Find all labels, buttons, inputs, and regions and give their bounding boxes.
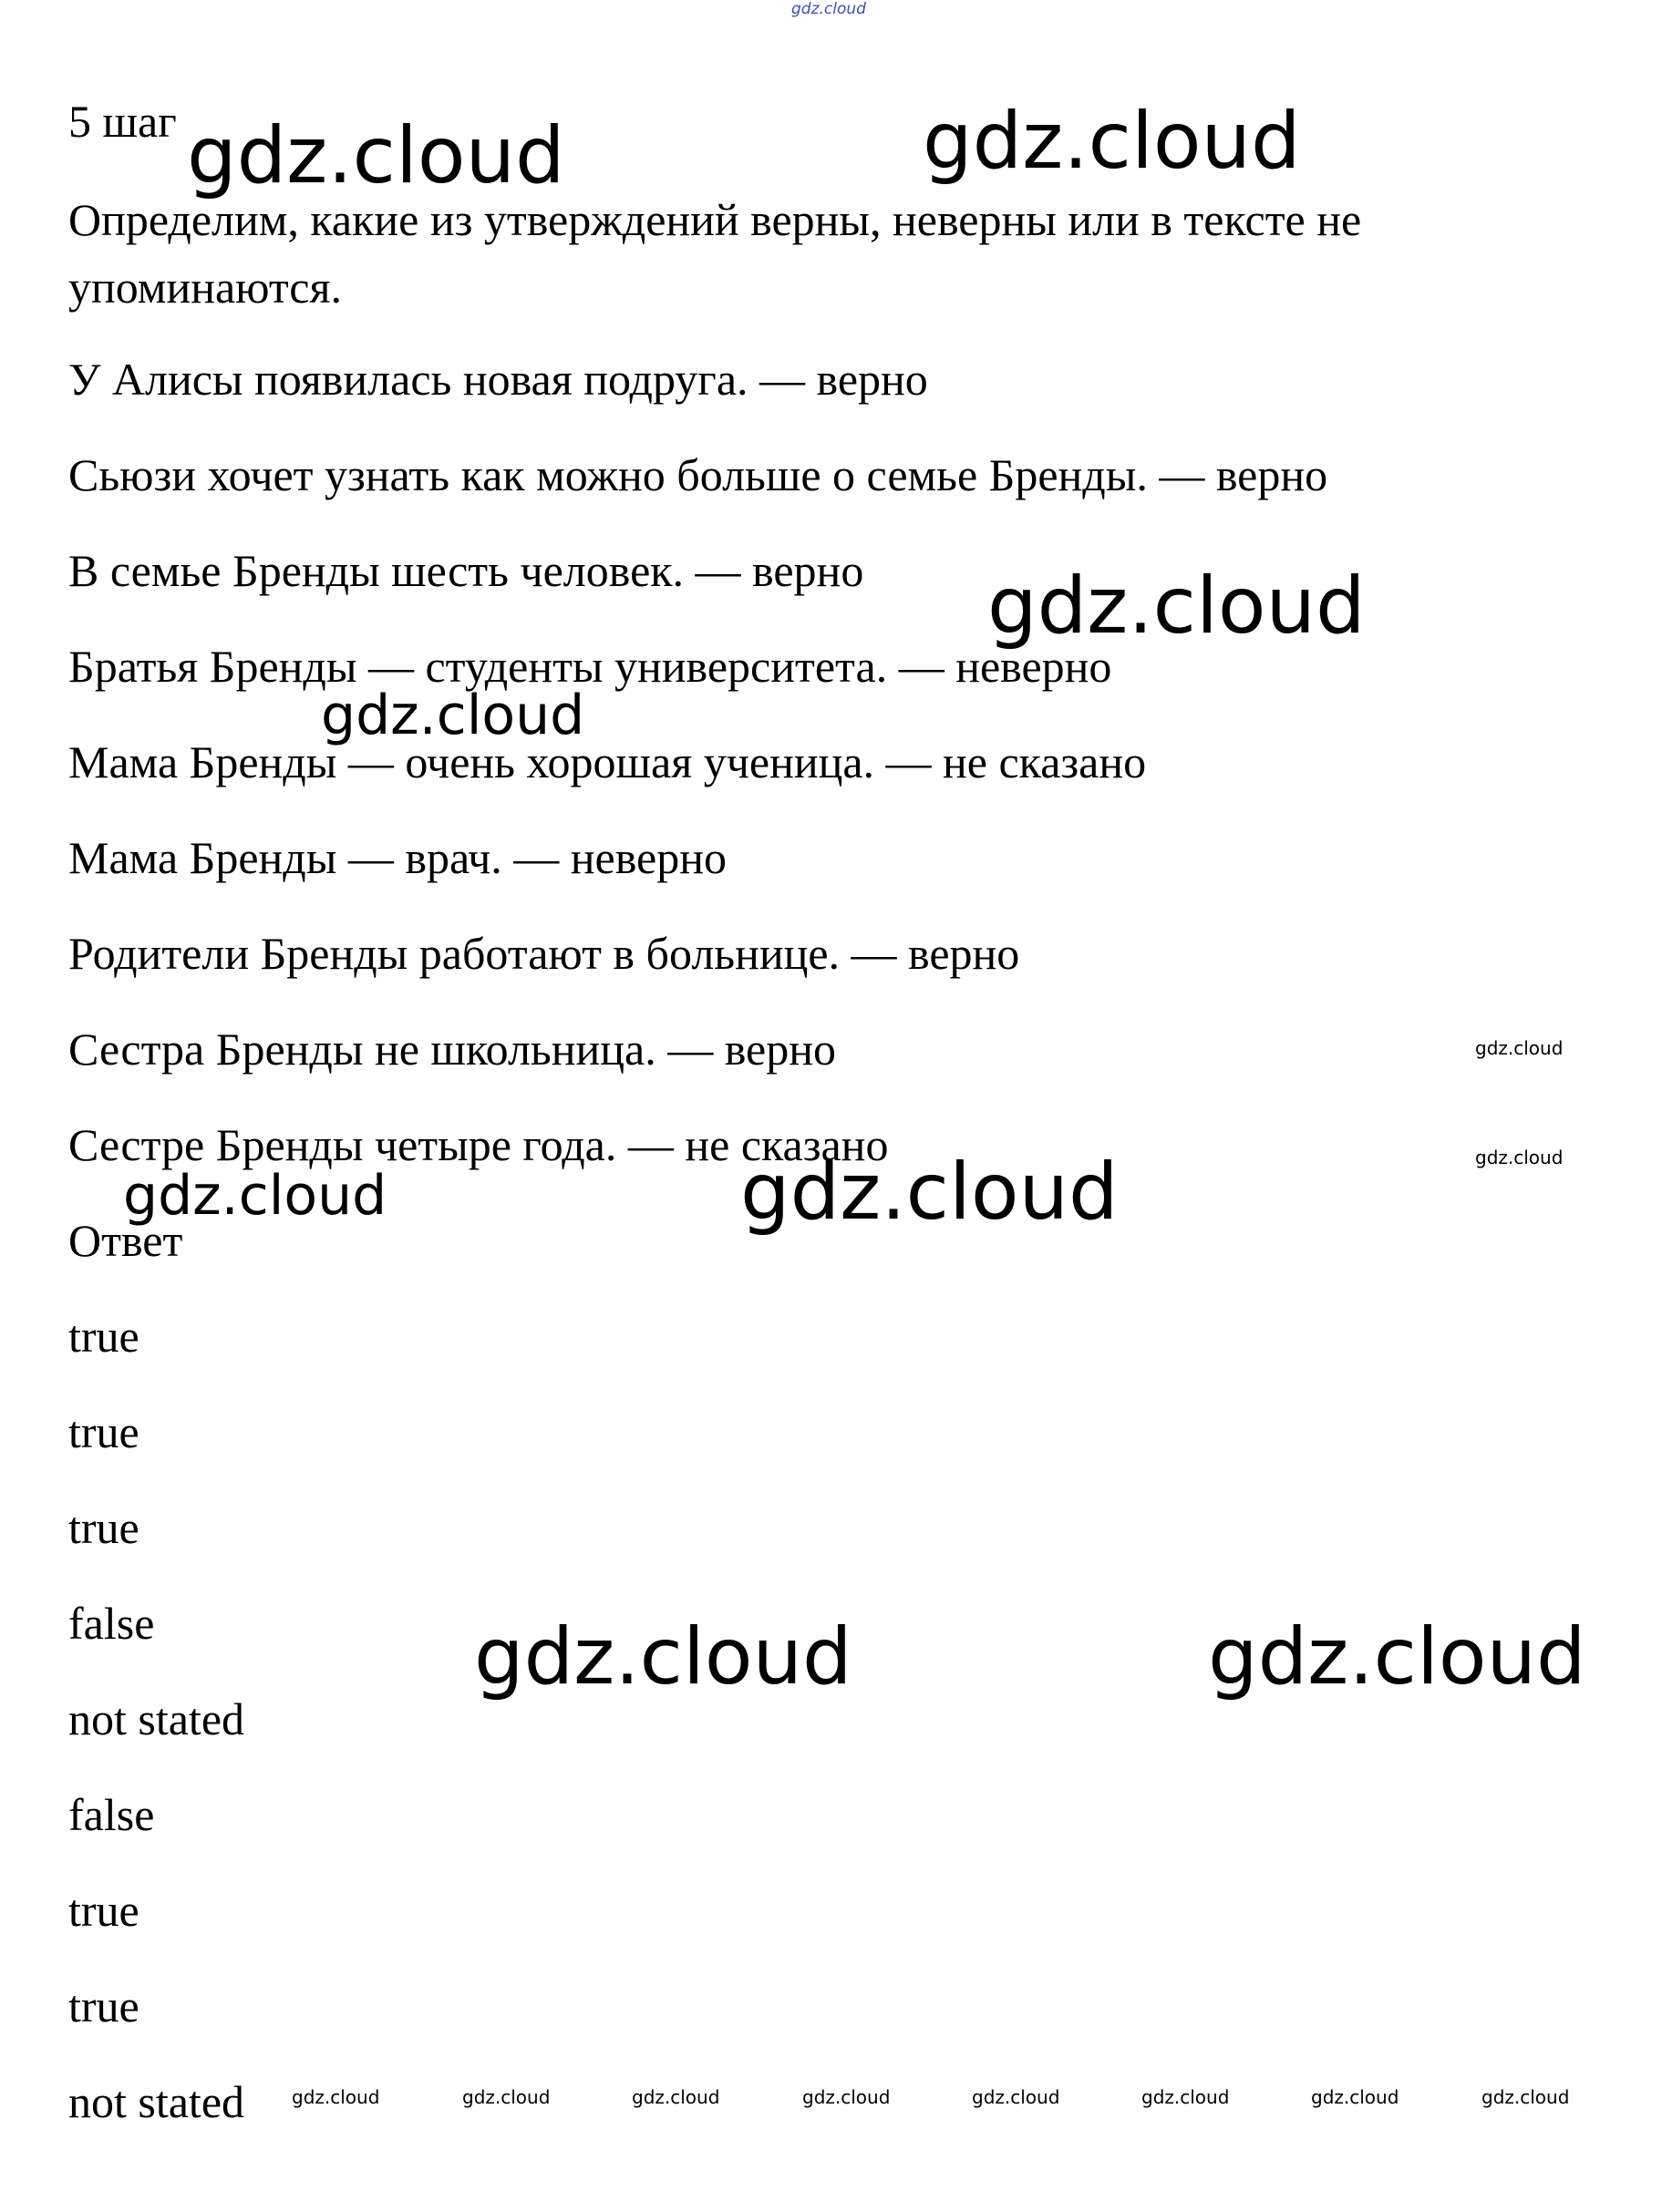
watermark: gdz.cloud <box>1311 2086 1399 2108</box>
statement-item: Сестра Бренды не школьница. — верно <box>68 1024 836 1075</box>
watermark: gdz.cloud <box>462 2086 551 2108</box>
statement-item: В семье Бренды шесть человек. — верно <box>68 545 864 596</box>
intro-paragraph: Определим, какие из утверждений верны, неверны или в тексте не упоминаются. <box>68 194 1362 313</box>
statement-item: У Алисы появилась новая подруга. — верно <box>68 354 928 405</box>
statement-item: Сьюзи хочет узнать как можно больше о семье Бренды. — верно <box>68 449 1328 500</box>
watermark: gdz.cloud <box>802 2086 891 2108</box>
watermark: gdz.cloud <box>1208 1611 1586 1703</box>
answer-item: true <box>68 1311 139 1362</box>
answer-item: false <box>68 1598 155 1649</box>
statement-item: Братья Бренды — студенты университета. — неверно <box>68 641 1112 692</box>
watermark: gdz.cloud <box>972 2086 1060 2108</box>
statement-item: Родители Бренды работают в больнице. — верно <box>68 928 1020 979</box>
answer-heading: Ответ <box>68 1215 183 1266</box>
answer-item: not stated <box>68 2076 245 2127</box>
answer-item: true <box>68 1885 139 1936</box>
statement-item: Сестре Бренды четыре года. — не сказано <box>68 1119 889 1170</box>
answer-item: true <box>68 1502 139 1553</box>
watermark: gdz.cloud <box>740 1147 1119 1238</box>
watermark: gdz.cloud <box>1481 2086 1570 2108</box>
watermark: gdz.cloud <box>1141 2086 1230 2108</box>
answer-item: not stated <box>68 1693 245 1744</box>
watermark: gdz.cloud <box>923 96 1301 187</box>
answer-item: false <box>68 1789 155 1840</box>
watermark: gdz.cloud <box>123 1164 387 1228</box>
watermark: gdz.cloud <box>1475 1037 1564 1059</box>
watermark: gdz.cloud <box>1475 1147 1564 1168</box>
top-watermark: gdz.cloud <box>791 0 866 18</box>
watermark: gdz.cloud <box>321 684 585 747</box>
watermark: gdz.cloud <box>292 2086 380 2108</box>
statement-item: Мама Бренды — врач. — неверно <box>68 832 727 883</box>
answer-item: true <box>68 1406 139 1457</box>
statement-item: Мама Бренды — очень хорошая ученица. — не сказано <box>68 736 1147 787</box>
watermark: gdz.cloud <box>987 561 1366 652</box>
watermark: gdz.cloud <box>632 2086 720 2108</box>
step-label: 5 шаг <box>68 96 177 147</box>
answer-item: true <box>68 1981 139 2032</box>
watermark: gdz.cloud <box>474 1611 852 1703</box>
watermark: gdz.cloud <box>187 110 565 201</box>
